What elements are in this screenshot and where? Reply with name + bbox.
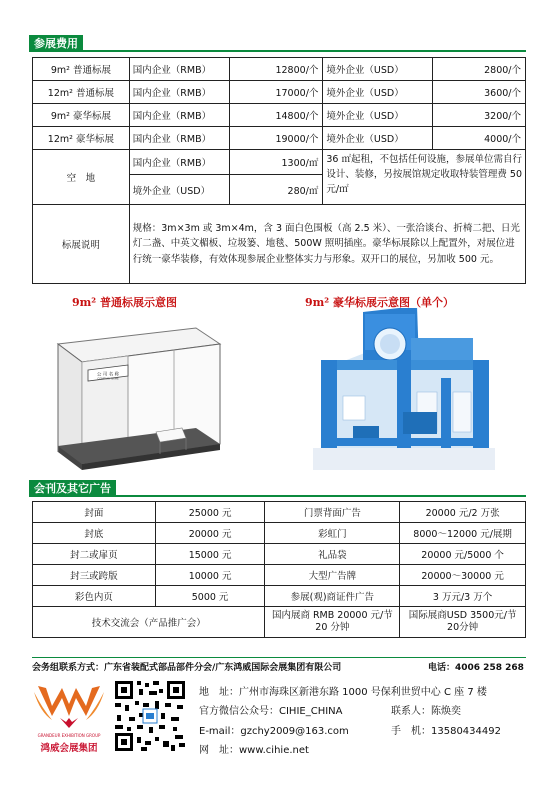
ad-item: 彩虹门	[265, 523, 400, 544]
fees-row	[33, 58, 526, 81]
footer-wechat: 官方微信公众号：CIHIE_CHINA	[199, 706, 343, 717]
fees-row	[33, 127, 526, 150]
space-note: 36 ㎡起租，不包括任何设施，参展单位需自行设计、装修，另按展馆规定收取特装管理费 50 元/㎡	[323, 150, 526, 205]
footer-contact-label: 会务组联系方式：广东省装配式部品部件分会/广东鸿威国际会展集团有限公司	[32, 663, 342, 673]
ad-price: 20000 元/2 万张	[400, 502, 526, 523]
footer-website[interactable]: 网 址：www.cihie.net	[199, 745, 309, 756]
ads-row	[33, 523, 526, 544]
space-label: 空 地	[33, 150, 130, 205]
fees-section-rule	[29, 50, 526, 52]
booth-fascia-label: 公 司 名 称	[96, 372, 120, 378]
domestic-label: 国内企业（RMB）	[129, 104, 229, 127]
foreign-label: 境外企业（USD）	[323, 127, 433, 150]
space-foreign-price: 280/㎡	[229, 175, 323, 205]
space-row	[33, 150, 526, 175]
ads-row	[33, 565, 526, 586]
logo-english-name: GRANDEUR EXHIBITION GROUP	[37, 733, 101, 738]
ad-price: 20000～30000 元	[400, 565, 526, 586]
foreign-price: 2800/个	[433, 58, 526, 81]
foreign-label: 境外企业（USD）	[323, 104, 433, 127]
ad-item: 封面	[33, 502, 156, 523]
foreign-price: 3200/个	[433, 104, 526, 127]
footer-contact-person: 联系人：陈焕奕	[391, 706, 461, 717]
booth-type: 12m² 普通标展	[33, 81, 130, 104]
booth-fascia-label-en: COMPANY NAME	[97, 377, 119, 381]
fees-section-title: 参展费用	[29, 35, 83, 52]
foreign-label: 境外企业（USD）	[323, 58, 433, 81]
booth-type: 9m² 豪华标展	[33, 104, 130, 127]
ad-item: 参展(观)商证件广告	[265, 586, 400, 607]
fees-row	[33, 81, 526, 104]
ad-price: 8000～12000 元/展期	[400, 523, 526, 544]
deluxe-booth-illustration	[313, 308, 495, 470]
ad-item: 门票背面广告	[265, 502, 400, 523]
ad-item: 封二或扉页	[33, 544, 156, 565]
logo-chinese-name: 鸿威会展集团	[40, 743, 98, 754]
ad-price: 25000 元	[155, 502, 265, 523]
domestic-label: 国内企业（RMB）	[129, 58, 229, 81]
footer-phone: 电话：4006 258 268	[428, 663, 524, 673]
domestic-label: 国内企业（RMB）	[129, 127, 229, 150]
ad-price: 10000 元	[155, 565, 265, 586]
standard-label: 标展说明	[33, 205, 130, 284]
booth-type: 9m² 普通标展	[33, 58, 130, 81]
ad-price: 15000 元	[155, 544, 265, 565]
footer-email[interactable]: E-mail：gzchy2009@163.com	[199, 726, 349, 737]
ad-item: 大型广告牌	[265, 565, 400, 586]
ad-price: 20000 元/5000 个	[400, 544, 526, 565]
tech-label: 技术交流会（产品推广会）	[33, 607, 265, 638]
foreign-price: 4000/个	[433, 127, 526, 150]
domestic-price: 19000/个	[229, 127, 323, 150]
domestic-label: 国内企业（RMB）	[129, 81, 229, 104]
ads-row	[33, 502, 526, 523]
ad-item: 封三或跨版	[33, 565, 156, 586]
standard-booth-illustration	[36, 314, 236, 472]
footer-rule	[32, 657, 526, 658]
footer-mobile: 手 机：13580434492	[391, 726, 501, 737]
ad-item: 彩色内页	[33, 586, 156, 607]
footer-address: 地 址：广州市海珠区新港东路 1000 号保利世贸中心 C 座 7 楼	[199, 687, 487, 698]
ad-item: 礼品袋	[265, 544, 400, 565]
standard-description: 规格：3m×3m 或 3m×4m，含 3 面白色围板（高 2.5 米）、一张洽谈台、折椅二把、日光灯二盏、中英文楣板、垃圾篓、地毯、500W 照明插座。豪华标展除以上配置外，对展位进行统一豪华装修，有效体现参展企业整体实力与形象。双开口的展位，另加收 500 元。	[129, 205, 525, 284]
ad-item: 封底	[33, 523, 156, 544]
domestic-price: 17000/个	[229, 81, 323, 104]
left-diagram-caption: 9m² 普通标展示意图	[72, 296, 177, 309]
ads-row	[33, 544, 526, 565]
booth-type: 12m² 豪华标展	[33, 127, 130, 150]
domestic-price: 14800/个	[229, 104, 323, 127]
ad-price: 5000 元	[155, 586, 265, 607]
ads-section-rule	[29, 495, 526, 497]
domestic-price: 12800/个	[229, 58, 323, 81]
ad-price: 3 万元/3 万个	[400, 586, 526, 607]
space-domestic-price: 1300/㎡	[229, 150, 323, 175]
ads-section-title: 会刊及其它广告	[29, 480, 116, 497]
space-foreign-label: 境外企业（USD）	[129, 175, 229, 205]
wechat-qr-code[interactable]	[113, 679, 187, 753]
foreign-label: 境外企业（USD）	[323, 81, 433, 104]
ads-table	[32, 501, 526, 638]
ads-row	[33, 586, 526, 607]
foreign-price: 3600/个	[433, 81, 526, 104]
right-diagram-caption: 9m² 豪华标展示意图（单个）	[305, 296, 454, 309]
standard-row	[33, 205, 526, 284]
tech-foreign: 国际展商USD 3500元/节 20分钟	[400, 607, 526, 638]
ad-price: 20000 元	[155, 523, 265, 544]
tech-row	[33, 607, 526, 638]
space-domestic-label: 国内企业（RMB）	[129, 150, 229, 175]
tech-domestic: 国内展商 RMB 20000 元/节 20 分钟	[265, 607, 400, 638]
fees-row	[33, 104, 526, 127]
fees-table	[32, 57, 526, 284]
